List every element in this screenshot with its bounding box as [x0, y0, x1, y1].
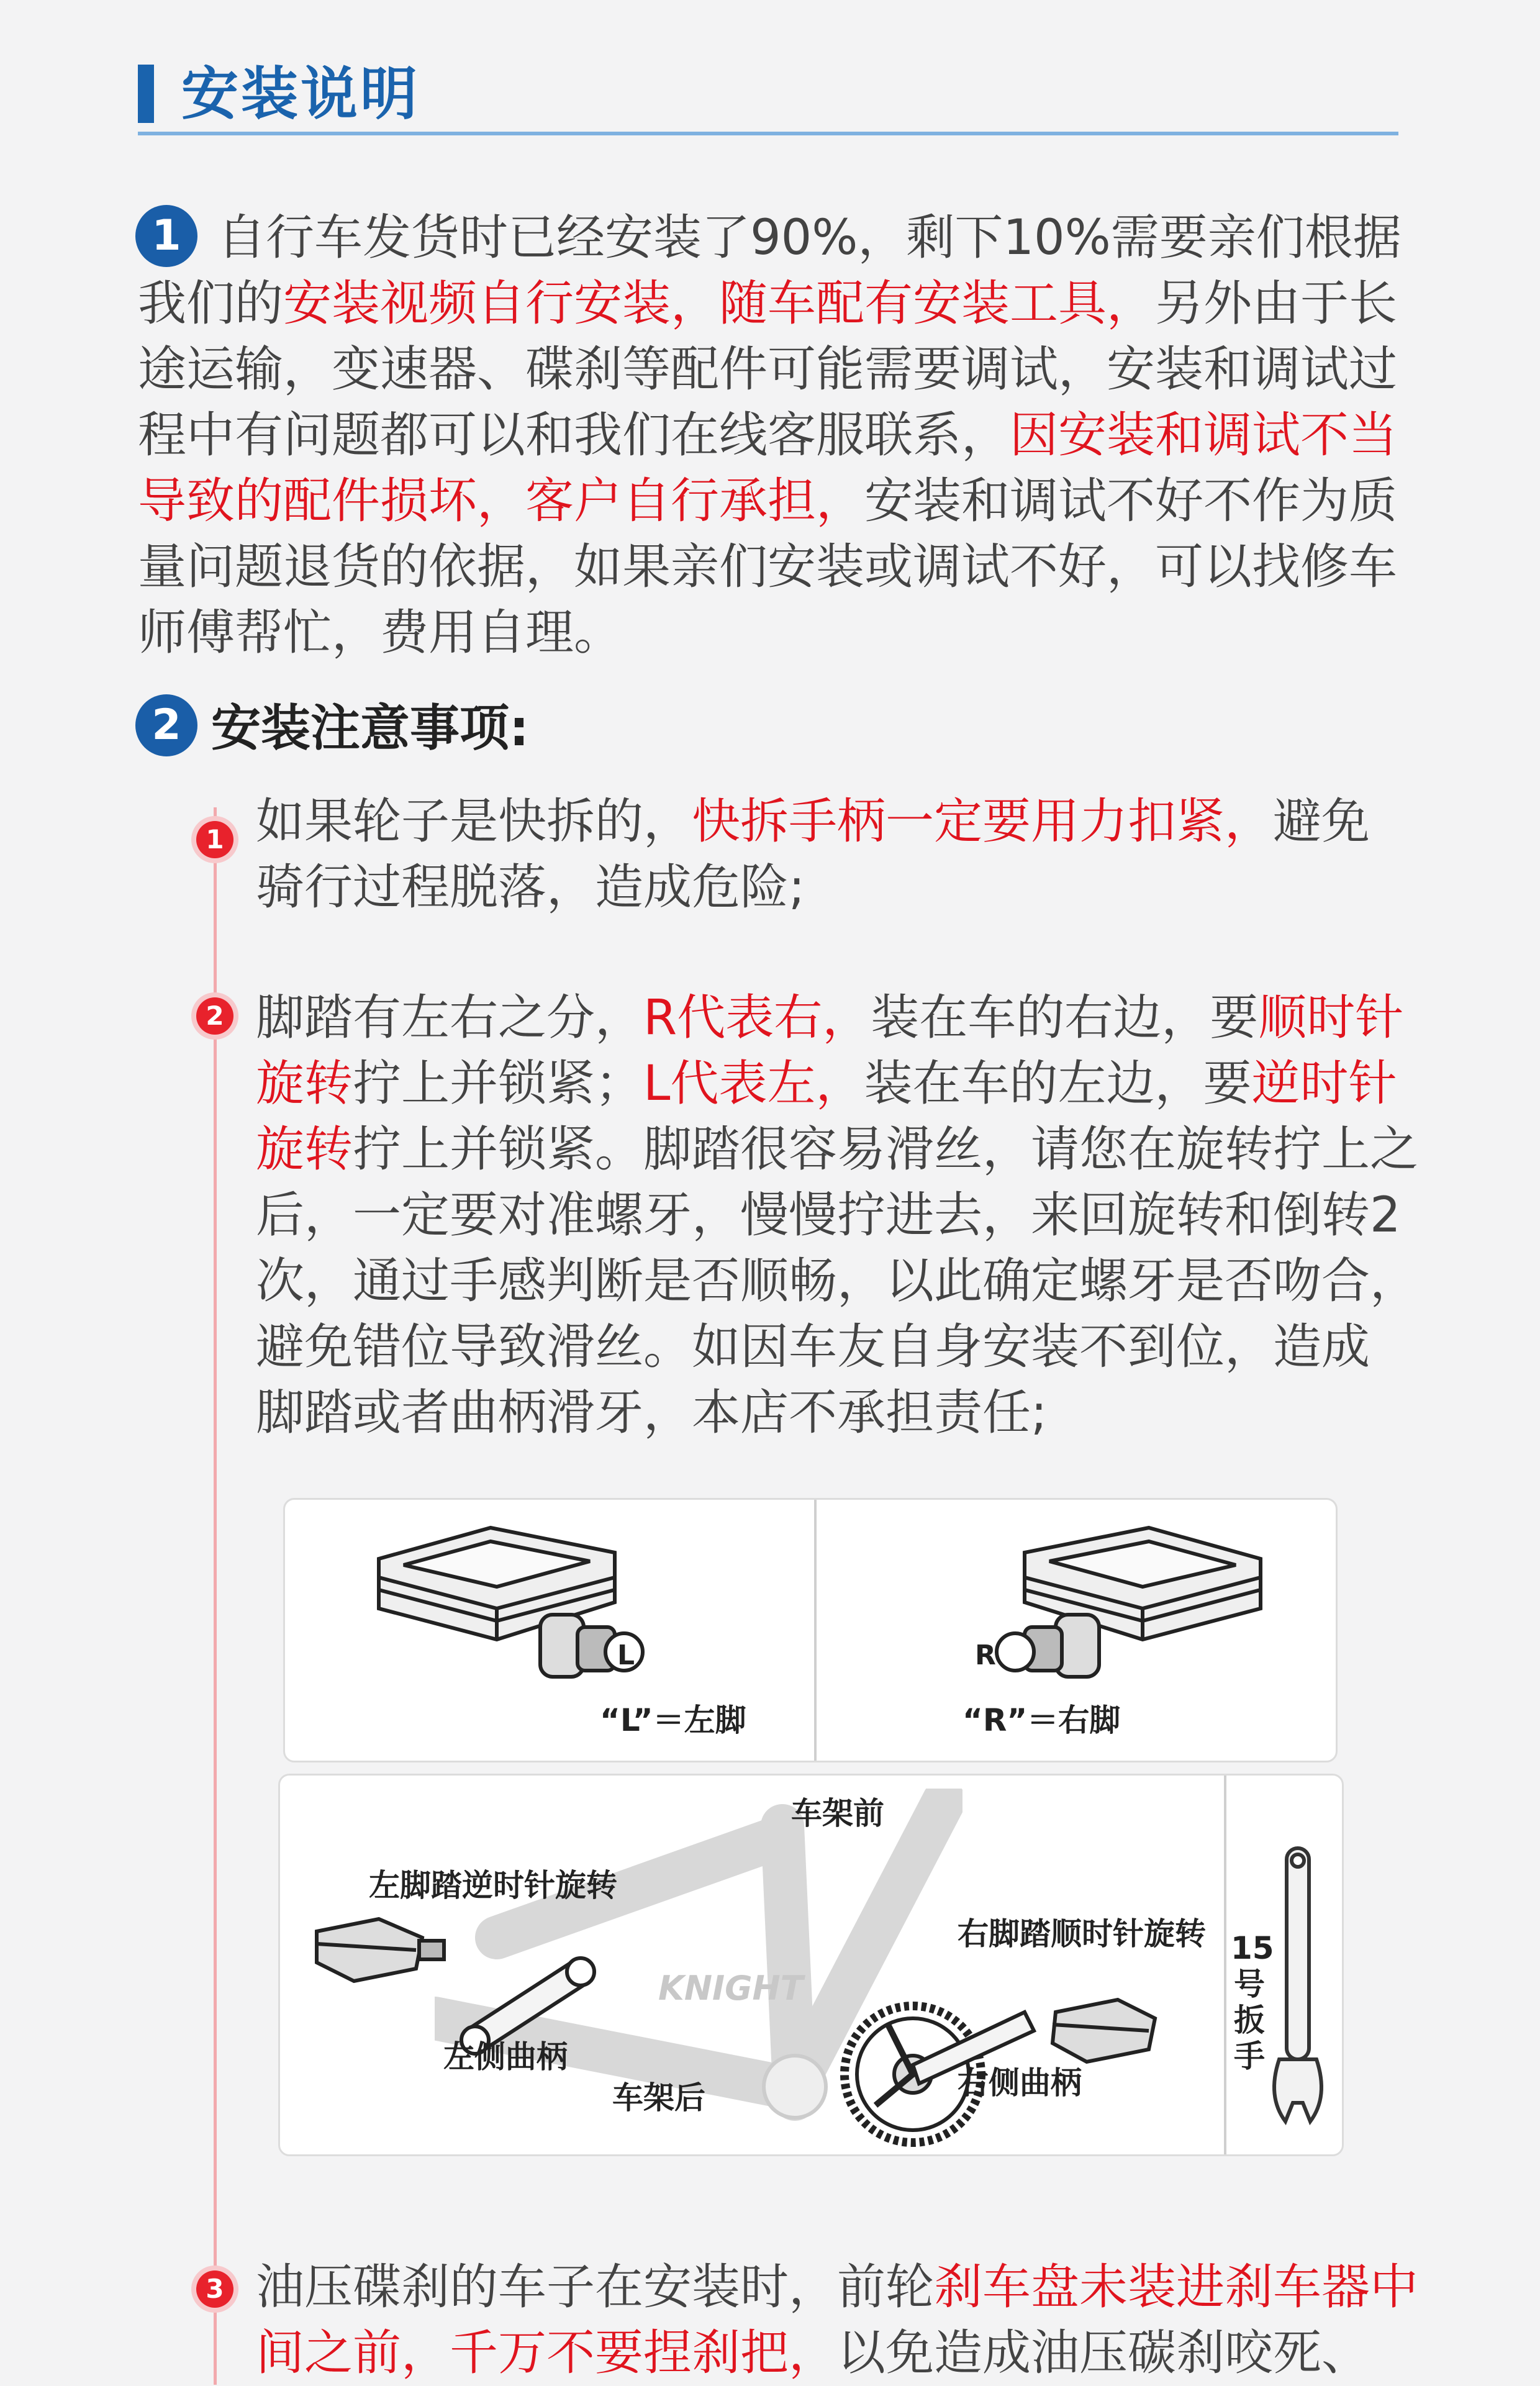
item-2-line-5: 次，通过手感判断是否顺畅，以此确定螺牙是否吻合，: [256, 1253, 1419, 1309]
right-pedal-illustration: [962, 1515, 1273, 1702]
item-2-line-3: 旋转拧上并锁紧。脚踏很容易滑丝，请您在旋转拧上之: [256, 1122, 1419, 1177]
wrench-illustration: [1261, 1836, 1335, 2134]
section-2-title: 安装注意事项:: [211, 699, 529, 757]
section-2-number: 2: [135, 694, 197, 756]
item-2-number: 2: [196, 997, 233, 1035]
right-crank-label: 右侧曲柄: [958, 2065, 1082, 2101]
section-1-line-6: 量问题退货的依据，如果亲们安装或调试不好，可以找修车: [138, 539, 1398, 595]
frame-brand-text: KNIGHT: [658, 1969, 804, 2008]
wrench-label: 15号扳手: [1231, 1930, 1274, 2074]
item-2-line-7: 脚踏或者曲柄滑牙，本店不承担责任;: [256, 1385, 1048, 1441]
page-title: 安装说明: [181, 61, 420, 127]
section-1-line-1: 自行车发货时已经安装了90%，剩下10%需要亲们根据: [217, 210, 1402, 266]
section-1-line-7: 师傅帮忙，费用自理。: [138, 605, 623, 661]
item-3-number: 3: [196, 2270, 233, 2308]
left-crank-label: 左侧曲柄: [443, 2039, 568, 2075]
right-pedal-cw-label: 右脚踏顺时针旋转: [958, 1916, 1206, 1952]
section-1-line-5: 导致的配件损坏，客户自行承担，安装和调试不好不作为质: [138, 473, 1398, 529]
section-1-line-2: 我们的安装视频自行安装，随车配有安装工具，另外由于长: [138, 276, 1398, 332]
pedal-letter-l: L: [617, 1640, 635, 1671]
wrench-panel-divider: [1224, 1776, 1226, 2154]
header-accent-bar: [138, 65, 154, 123]
pedal-letter-r: R: [975, 1640, 996, 1671]
item-2-line-6: 避免错位导致滑丝。如因车友自身安装不到位，造成: [256, 1319, 1370, 1375]
left-pedal-illustration: [366, 1515, 677, 1702]
section-1-number: 1: [135, 205, 197, 267]
item-2-line-1: 脚踏有左右之分，R代表右，装在车的右边，要顺时针: [256, 990, 1404, 1046]
item-1-number: 1: [196, 821, 233, 858]
right-crank-illustration: [838, 1931, 1174, 2149]
pedal-panel-divider: [814, 1500, 817, 1761]
left-pedal-ccw-label: 左脚踏逆时针旋转: [369, 1867, 617, 1903]
section-1-line-3: 途运输，变速器、碟刹等配件可能需要调试，安装和调试过: [138, 342, 1398, 397]
left-pedal-label: “L”＝左脚: [600, 1702, 746, 1738]
item-1-line-1: 如果轮子是快拆的，快拆手柄一定要用力扣紧，避免: [256, 794, 1370, 850]
section-1-line-4: 程中有问题都可以和我们在线客服联系，因安装和调试不当: [138, 407, 1398, 463]
timeline-line: [214, 807, 217, 2385]
header-divider: [138, 132, 1398, 135]
frame-rear-label: 车架后: [612, 2080, 705, 2116]
item-3-line-1: 油压碟刹的车子在安装时，前轮刹车盘未装进刹车器中: [256, 2259, 1419, 2315]
frame-front-label: 车架前: [791, 1795, 884, 1831]
item-1-line-2: 骑行过程脱落，造成危险;: [256, 860, 805, 915]
item-2-line-2: 旋转拧上并锁紧；L代表左，装在车的左边，要逆时针: [256, 1056, 1397, 1112]
item-3-line-2: 间之前，千万不要捏刹把，以免造成油压碳刹咬死、: [256, 2325, 1370, 2381]
right-pedal-label: “R”＝右脚: [962, 1702, 1121, 1738]
item-2-line-4: 后，一定要对准螺牙，慢慢拧进去，来回旋转和倒转2: [256, 1187, 1401, 1243]
